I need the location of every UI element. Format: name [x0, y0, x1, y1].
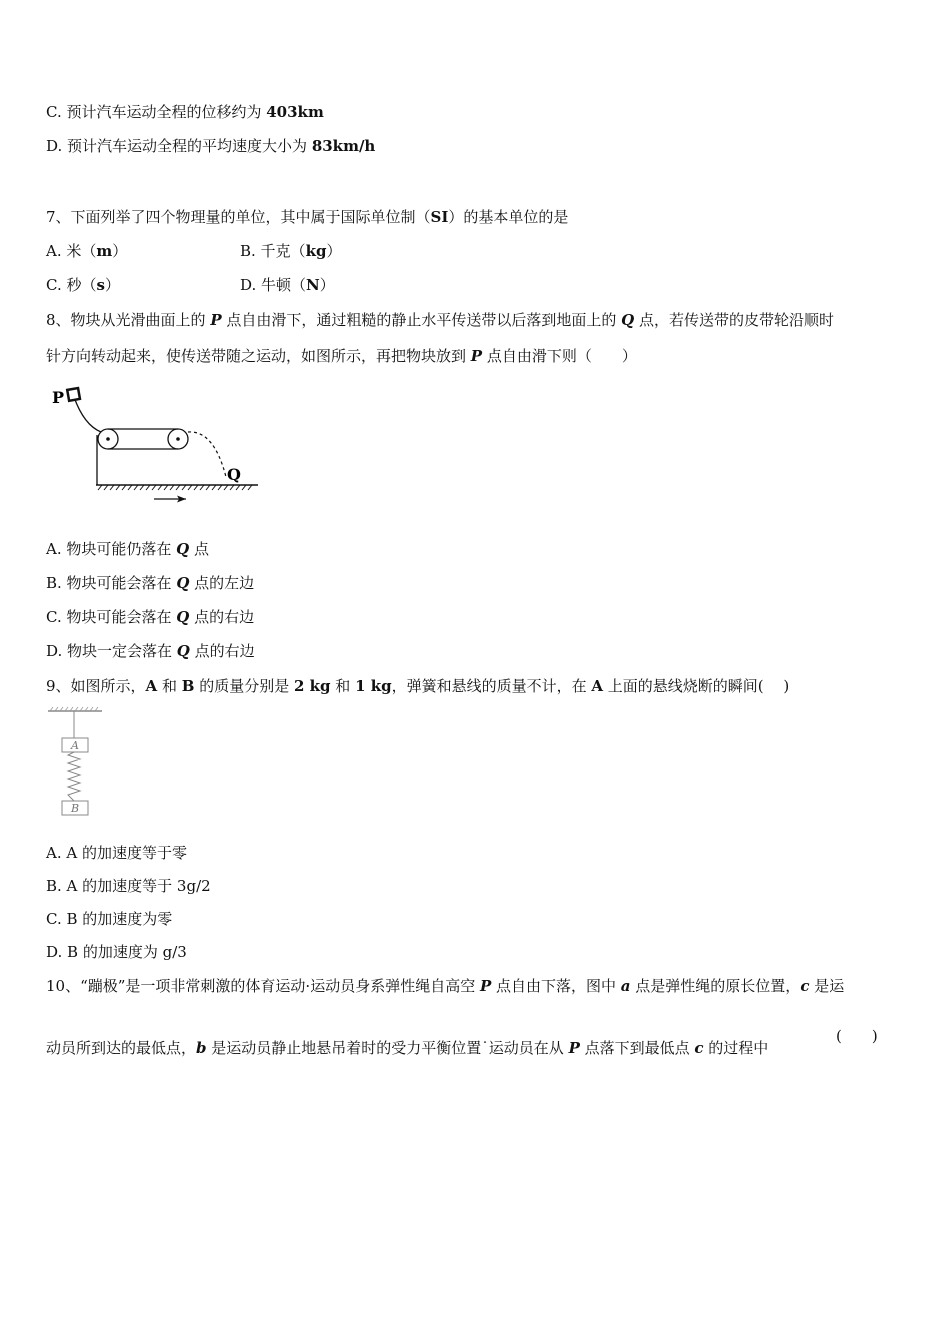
- q7-stem: [46, 207, 568, 227]
- q8-option-a-text: A. 物块可能仍落在: [46, 540, 177, 558]
- q9-spring-figure: [46, 706, 106, 822]
- q8-conveyor-figure: [46, 380, 266, 505]
- q8-option-b: [46, 573, 254, 593]
- q8-stem-line1: [46, 310, 834, 330]
- q10-point-p-2: P: [568, 1039, 580, 1057]
- q8-figure-label-p: P: [52, 388, 65, 407]
- q8-option-b-end: 点的左边: [189, 574, 255, 592]
- q9-figure-label-b: B: [71, 802, 80, 815]
- q8-stem-line2: [46, 346, 637, 366]
- q8-figure-label-q: Q: [227, 465, 241, 484]
- q8-option-d-text: D. 物块一定会落在: [46, 642, 177, 660]
- q6-option-d-text: D. 预计汽车运动全程的平均速度大小为: [46, 137, 312, 155]
- q10-text-2: 点自由下落，图中: [491, 977, 621, 995]
- q9-text-3: 的质量分别是: [194, 677, 294, 695]
- q9-option-d: D. B 的加速度为 g/3: [46, 943, 187, 961]
- q8-option-d-q: Q: [176, 642, 190, 660]
- q7-option-b: [240, 241, 341, 261]
- q7-option-d-close: ）: [319, 276, 335, 294]
- q9-text-5: ，弹簧和悬线的质量不计，在: [391, 677, 592, 695]
- q10-text-8: 的过程中: [703, 1039, 769, 1057]
- q10-text-5: 动员所到达的最低点，: [46, 1039, 197, 1057]
- q10-point-b: b: [196, 1039, 207, 1057]
- q8-point-p: P: [210, 311, 222, 329]
- q8-option-a-end: 点: [189, 540, 209, 558]
- q8-option-d: [46, 641, 255, 661]
- q7-stem-end: ）的基本单位的是: [448, 208, 569, 226]
- q9-figure-label-a: A: [71, 739, 79, 752]
- q8-text-2: 点自由滑下，通过粗糙的静止水平传送带以后落到地面上的: [221, 311, 622, 329]
- q6-option-c-text: C. 预计汽车运动全程的位移约为: [46, 103, 267, 121]
- q9-mass-a: 2 kg: [293, 677, 331, 695]
- q10-stem-line2: [46, 1038, 768, 1058]
- q9-mass-b: 1 kg: [355, 677, 392, 695]
- q8-text-3: 点，若传送带的皮带轮沿顺时: [634, 311, 835, 329]
- q7-option-d-text: D. 牛顿（: [240, 276, 307, 294]
- q6-option-d-value: 83km/h: [311, 137, 376, 155]
- q7-si: SI: [430, 208, 449, 226]
- q9-option-c: C. B 的加速度为零: [46, 910, 173, 928]
- q10-point-a: a: [620, 977, 631, 995]
- q7-option-b-unit: kg: [305, 242, 327, 260]
- q10-text-1: 10、“蹦极”是一项非常刺激的体育运动·运动员身系弹性绳自高空: [46, 977, 480, 995]
- q8-option-b-q: Q: [176, 574, 190, 592]
- q8-text-5: 点自由滑下则（ ）: [482, 347, 637, 365]
- q7-option-c-unit: s: [96, 276, 105, 294]
- q8-option-a-q: Q: [176, 540, 190, 558]
- q8-option-b-text: B. 物块可能会落在: [46, 574, 177, 592]
- q7-option-d: [240, 275, 335, 295]
- q10-stem-line1: [46, 976, 844, 996]
- q9-label-a-2: A: [591, 677, 604, 695]
- q8-text-4: 针方向转动起来，使传送带随之运动，如图所示，再把物块放到: [46, 347, 471, 365]
- q7-option-c-text: C. 秒（: [46, 276, 97, 294]
- q8-point-p-2: P: [470, 347, 483, 365]
- q6-option-c: [46, 102, 324, 122]
- q10-answer-paren: ( ): [836, 1027, 878, 1045]
- q7-option-b-close: ）: [326, 242, 342, 260]
- q10-text-6: 是运动员静止地悬吊着时的受力平衡位置˙运动员在从: [206, 1039, 569, 1057]
- q9-stem: [46, 676, 789, 696]
- q6-option-d: [46, 136, 375, 156]
- q7-option-c-close: ）: [104, 276, 120, 294]
- q9-label-b: B: [181, 677, 195, 695]
- q10-text-4: 是运: [809, 977, 845, 995]
- q8-option-c-q: Q: [176, 608, 190, 626]
- q8-option-d-end: 点的右边: [189, 642, 255, 660]
- q10-text-3: 点是弹性绳的原长位置，: [630, 977, 801, 995]
- q6-option-c-value: 403km: [266, 103, 324, 121]
- q7-option-a-text: A. 米（: [46, 242, 97, 260]
- q7-option-a-close: ）: [112, 242, 128, 260]
- q7-option-b-text: B. 千克（: [240, 242, 306, 260]
- q8-option-a: [46, 539, 209, 559]
- q9-text-1: 9、如图所示，: [46, 677, 146, 695]
- q9-text-4: 和: [330, 677, 356, 695]
- q9-label-a: A: [145, 677, 158, 695]
- q10-point-c-2: c: [694, 1039, 704, 1057]
- q7-option-a: [46, 241, 127, 261]
- q9-text-6: 上面的悬线烧断的瞬间( ): [603, 677, 790, 695]
- q7-option-a-unit: m: [96, 242, 113, 260]
- q8-option-c-text: C. 物块可能会落在: [46, 608, 177, 626]
- q10-point-p: P: [479, 977, 492, 995]
- q7-option-d-unit: N: [306, 276, 320, 294]
- q9-option-b: B. A 的加速度等于 3g/2: [46, 877, 211, 895]
- q7-option-c: [46, 275, 120, 295]
- q9-option-a: A. A 的加速度等于零: [46, 844, 187, 862]
- q8-option-c-end: 点的右边: [189, 608, 255, 626]
- q7-stem-text: 7、下面列举了四个物理量的单位，其中属于国际单位制（: [46, 208, 431, 226]
- q10-point-c: c: [800, 977, 810, 995]
- q9-text-2: 和: [157, 677, 182, 695]
- q8-option-c: [46, 607, 254, 627]
- q8-text-1: 8、物块从光滑曲面上的: [46, 311, 211, 329]
- q10-text-7: 点落下到最低点: [579, 1039, 695, 1057]
- q8-point-q: Q: [621, 311, 635, 329]
